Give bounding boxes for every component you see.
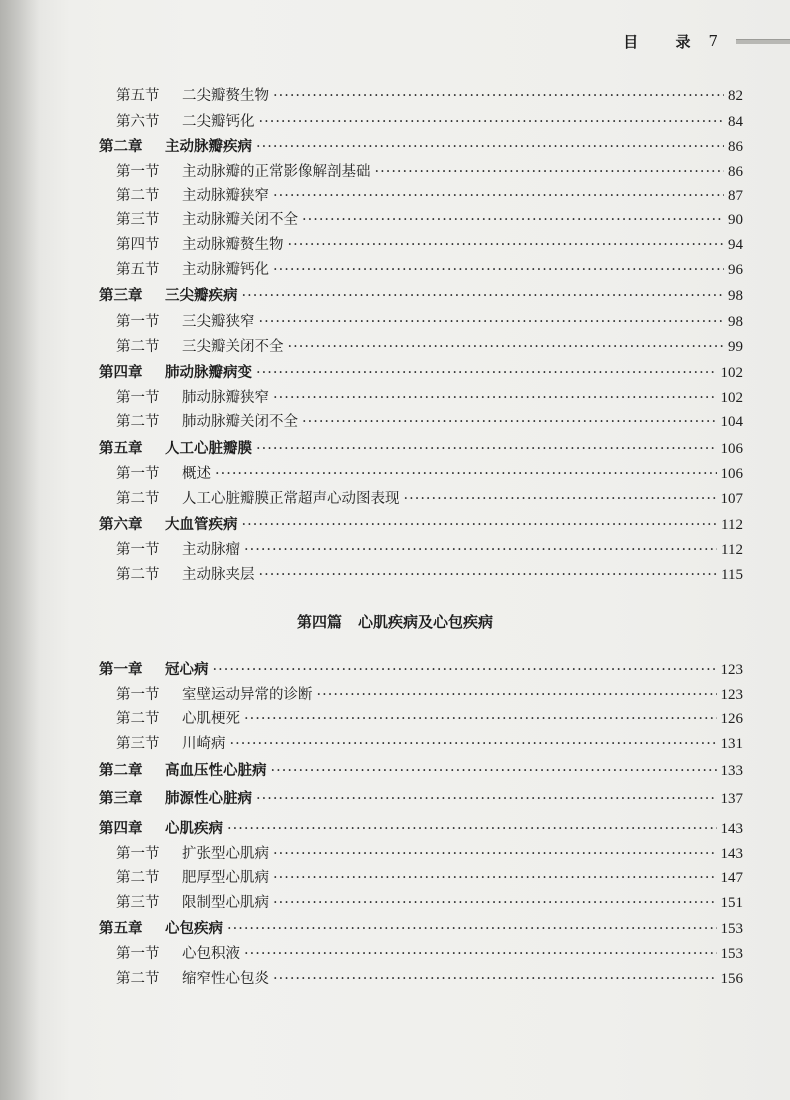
section-number: 第二节 <box>116 188 160 204</box>
dot-leader <box>271 762 717 780</box>
section-number: 第一节 <box>116 314 160 330</box>
toc-chapter-row[interactable] <box>99 364 743 382</box>
section-title: 肥厚型心肌病 <box>182 870 269 886</box>
page-number: 107 <box>720 491 743 507</box>
part-name: 心肌疾病及心包疾病 <box>358 613 494 631</box>
chapter-title: 肺源性心脏病 <box>165 790 252 807</box>
section-number: 第二节 <box>116 870 160 886</box>
section-number: 第二节 <box>116 711 160 727</box>
toc-section-row[interactable] <box>116 735 743 753</box>
dot-leader <box>256 440 717 458</box>
page-number: 153 <box>720 946 743 962</box>
dot-leader <box>288 236 725 254</box>
header-page-number: 7 <box>708 32 718 50</box>
section-title: 心肌梗死 <box>182 711 240 727</box>
chapter-title: 主动脉瓣疾病 <box>165 138 252 155</box>
toc-chapter-row[interactable] <box>99 287 743 305</box>
toc-chapter-row[interactable] <box>99 440 743 458</box>
section-number: 第二节 <box>116 491 160 507</box>
toc-chapter-row[interactable] <box>99 790 743 808</box>
running-header <box>623 29 790 53</box>
toc-section-row[interactable] <box>116 894 743 912</box>
dot-leader <box>259 566 718 584</box>
page-number: 90 <box>728 212 743 228</box>
dot-leader <box>302 211 724 229</box>
toc-section-row[interactable] <box>116 465 743 483</box>
section-title: 心包积液 <box>182 946 240 962</box>
page-number: 126 <box>720 711 743 727</box>
page-number: 98 <box>728 314 743 330</box>
dot-leader <box>227 820 717 838</box>
chapter-number: 第四章 <box>99 364 143 381</box>
page-number: 156 <box>720 971 743 987</box>
page-number: 86 <box>728 164 743 180</box>
dot-leader <box>244 710 717 728</box>
chapter-title: 大血管疾病 <box>165 516 238 533</box>
section-title: 主动脉瓣赘生物 <box>182 237 284 253</box>
page-number: 123 <box>720 687 743 703</box>
page-number: 147 <box>720 870 743 886</box>
dot-leader <box>273 389 717 407</box>
page-number: 82 <box>728 88 743 104</box>
dot-leader <box>259 313 725 331</box>
toc-section-row[interactable] <box>116 490 743 508</box>
page-number: 143 <box>720 821 743 837</box>
section-title: 主动脉瓣钙化 <box>182 262 269 278</box>
dot-leader <box>273 187 724 205</box>
section-number: 第一节 <box>116 390 160 406</box>
page-number: 137 <box>720 791 743 807</box>
section-number: 第二节 <box>116 567 160 583</box>
part-number: 第四篇 <box>296 613 342 631</box>
section-number: 第二节 <box>116 339 160 355</box>
section-title: 缩窄性心包炎 <box>182 971 269 987</box>
page-number: 106 <box>720 441 743 457</box>
section-number: 第三节 <box>116 212 160 228</box>
page-number: 143 <box>720 846 743 862</box>
toc-chapter-row[interactable] <box>99 138 743 156</box>
section-title: 人工心脏瓣膜正常超声心动图表现 <box>182 491 400 507</box>
page-number: 102 <box>720 390 743 406</box>
page-number: 94 <box>728 237 743 253</box>
toc-section-row[interactable] <box>116 869 743 887</box>
chapter-title: 三尖瓣疾病 <box>165 287 238 304</box>
toc-section-row[interactable] <box>116 710 743 728</box>
chapter-title: 人工心脏瓣膜 <box>165 440 252 457</box>
chapter-number: 第四章 <box>99 820 143 837</box>
dot-leader <box>215 465 717 483</box>
toc-section-row[interactable] <box>116 338 743 356</box>
section-title: 概述 <box>182 466 211 482</box>
section-title: 肺动脉瓣狭窄 <box>182 390 269 406</box>
dot-leader <box>213 661 717 679</box>
toc-chapter-row[interactable] <box>99 762 743 780</box>
section-number: 第三节 <box>116 736 160 752</box>
dot-leader <box>273 970 717 988</box>
toc-section-row[interactable] <box>116 187 743 205</box>
section-title: 二尖瓣钙化 <box>182 114 255 130</box>
section-number: 第四节 <box>116 237 160 253</box>
section-title: 主动脉瓣的正常影像解剖基础 <box>182 164 371 180</box>
chapter-number: 第二章 <box>99 138 143 155</box>
chapter-number: 第三章 <box>99 287 143 304</box>
toc-chapter-row[interactable] <box>99 661 743 679</box>
header-rule <box>736 39 790 44</box>
toc-section-row[interactable] <box>116 541 743 559</box>
toc-section-row[interactable] <box>116 113 743 131</box>
dot-leader <box>317 686 717 704</box>
section-title: 主动脉夹层 <box>182 567 255 583</box>
page-number: 86 <box>728 139 743 155</box>
section-number: 第三节 <box>116 895 160 911</box>
chapter-number: 第二章 <box>99 762 143 779</box>
dot-leader <box>288 338 725 356</box>
toc-section-row[interactable] <box>116 211 743 229</box>
page-number: 104 <box>720 414 743 430</box>
dot-leader <box>256 138 724 156</box>
page-number: 112 <box>721 517 743 533</box>
dot-leader <box>244 541 717 559</box>
dot-leader <box>375 163 725 181</box>
toc-chapter-row[interactable] <box>99 516 743 534</box>
page-number: 153 <box>720 921 743 937</box>
chapter-title: 心肌疾病 <box>165 820 223 837</box>
spine-shadow <box>0 0 40 1100</box>
section-title: 扩张型心肌病 <box>182 846 269 862</box>
chapter-title: 肺动脉瓣病变 <box>165 364 252 381</box>
section-number: 第一节 <box>116 466 160 482</box>
dot-leader <box>230 735 717 753</box>
chapter-title: 冠心病 <box>165 661 209 678</box>
section-title: 限制型心肌病 <box>182 895 269 911</box>
toc-section-row[interactable] <box>116 566 743 584</box>
toc-section-row[interactable] <box>116 970 743 988</box>
toc-chapter-row[interactable] <box>99 820 743 838</box>
page-number: 102 <box>720 365 743 381</box>
section-title: 三尖瓣狭窄 <box>182 314 255 330</box>
dot-leader <box>302 413 717 431</box>
page-number: 112 <box>721 542 743 558</box>
section-number: 第一节 <box>116 542 160 558</box>
section-number: 第六节 <box>116 114 160 130</box>
section-title: 主动脉瓣狭窄 <box>182 188 269 204</box>
section-number: 第一节 <box>116 164 160 180</box>
toc-section-row[interactable] <box>116 686 743 704</box>
section-title: 主动脉瓣关闭不全 <box>182 212 298 228</box>
toc-section-row[interactable] <box>116 389 743 407</box>
section-number: 第五节 <box>116 262 160 278</box>
section-title: 室壁运动异常的诊断 <box>182 687 313 703</box>
dot-leader <box>273 261 724 279</box>
section-number: 第一节 <box>116 946 160 962</box>
dot-leader <box>242 287 725 305</box>
section-number: 第二节 <box>116 971 160 987</box>
header-title: 目 录 <box>623 32 707 51</box>
section-number: 第二节 <box>116 414 160 430</box>
toc-section-row[interactable] <box>116 313 743 331</box>
dot-leader <box>244 945 717 963</box>
toc-section-row[interactable] <box>116 163 743 181</box>
toc-section-row[interactable] <box>116 413 743 431</box>
chapter-title: 心包疾病 <box>165 920 223 937</box>
page-number: 87 <box>728 188 743 204</box>
dot-leader <box>273 845 717 863</box>
section-number: 第一节 <box>116 687 160 703</box>
toc-section-row[interactable] <box>116 261 743 279</box>
page-number: 99 <box>728 339 743 355</box>
section-title: 三尖瓣关闭不全 <box>182 339 284 355</box>
dot-leader <box>256 790 717 808</box>
dot-leader <box>227 920 717 938</box>
section-title: 肺动脉瓣关闭不全 <box>182 414 298 430</box>
chapter-number: 第三章 <box>99 790 143 807</box>
chapter-number: 第一章 <box>99 661 143 678</box>
toc-section-row[interactable] <box>116 845 743 863</box>
toc-section-row[interactable] <box>116 236 743 254</box>
dot-leader <box>259 113 725 131</box>
toc-chapter-row[interactable] <box>99 920 743 938</box>
dot-leader <box>273 869 717 887</box>
page-number: 133 <box>720 763 743 779</box>
page-number: 84 <box>728 114 743 130</box>
chapter-number: 第五章 <box>99 920 143 937</box>
dot-leader <box>273 87 724 105</box>
dot-leader <box>404 490 717 508</box>
dot-leader <box>256 364 717 382</box>
section-number: 第一节 <box>116 846 160 862</box>
page-number: 106 <box>720 466 743 482</box>
page-number: 151 <box>720 895 743 911</box>
page-number: 98 <box>728 288 743 304</box>
page-number: 96 <box>728 262 743 278</box>
page-number: 123 <box>720 662 743 678</box>
section-title: 二尖瓣赘生物 <box>182 88 269 104</box>
page-number: 131 <box>720 736 743 752</box>
chapter-title: 高血压性心脏病 <box>165 762 267 779</box>
toc-section-row[interactable] <box>116 945 743 963</box>
chapter-number: 第六章 <box>99 516 143 533</box>
section-title: 主动脉瘤 <box>182 542 240 558</box>
section-number: 第五节 <box>116 88 160 104</box>
dot-leader <box>273 894 717 912</box>
chapter-number: 第五章 <box>99 440 143 457</box>
section-title: 川崎病 <box>182 736 226 752</box>
page-number: 115 <box>721 567 743 583</box>
toc-section-row[interactable] <box>116 87 743 105</box>
part-title <box>0 611 790 632</box>
dot-leader <box>242 516 718 534</box>
